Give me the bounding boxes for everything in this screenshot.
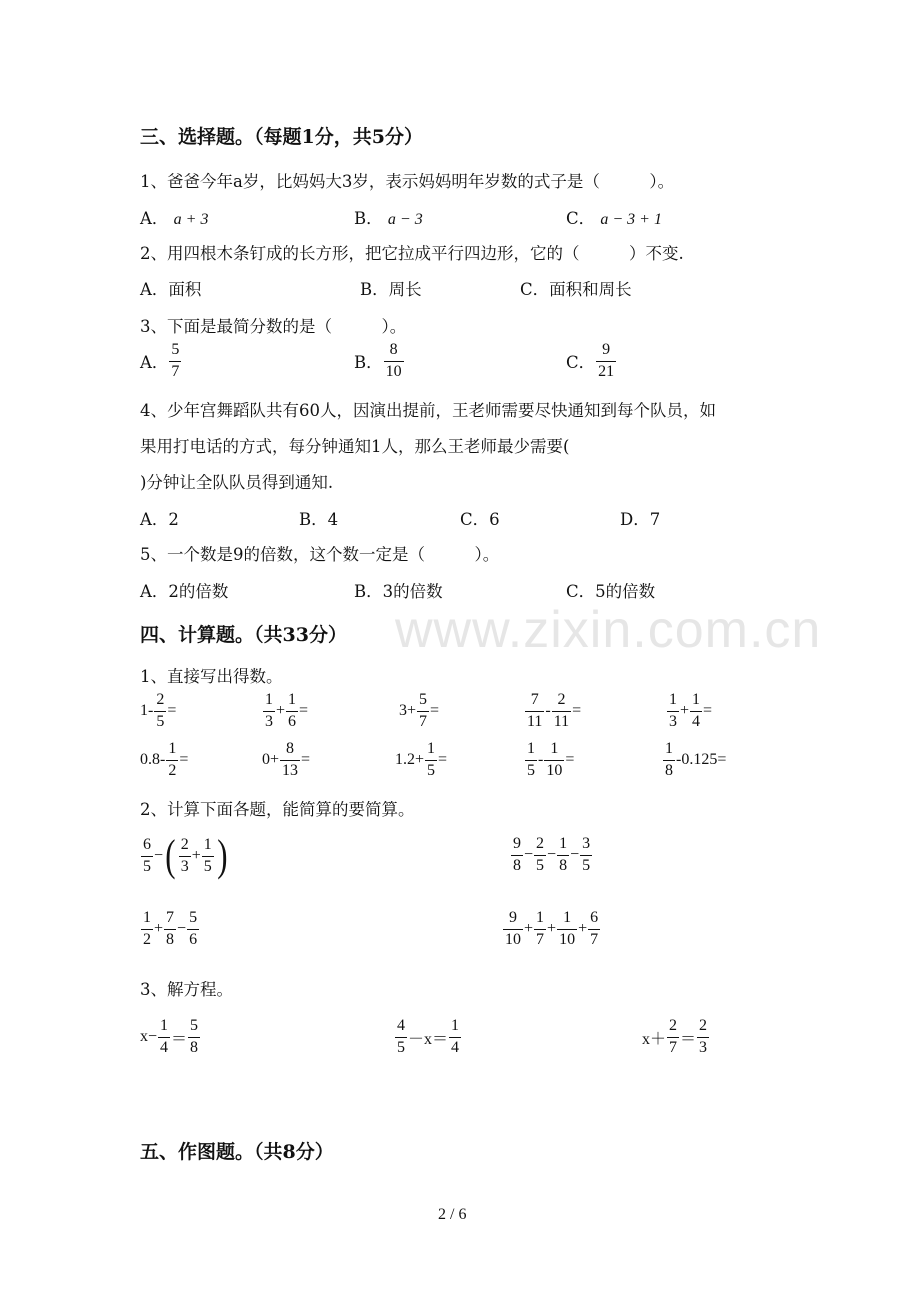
q1-text: 1、爸爸今年a岁，比妈妈大3岁，表示妈妈明年岁数的式子是（ ）。 [140, 172, 675, 191]
calc-r1-4: $\frac{7}{11}$ - $\frac{2}{11}$ = [527, 691, 582, 730]
q5-option-b: B．3的倍数 [354, 582, 443, 601]
p2-expr-3: $\frac{1}{2}$ + $\frac{7}{8}$ − $\frac{5}{6}$ [143, 909, 198, 948]
calc-r1-1: 1- $\frac{2}{5}$ = [140, 691, 177, 730]
section-4-title: 四、计算题。（共33分） [140, 624, 347, 646]
section-5-title: 五、作图题。（共8分） [140, 1141, 334, 1163]
q4-option-c: C．6 [460, 510, 500, 529]
q4-option-d: D．7 [620, 510, 661, 529]
q4-line-2: 果用打电话的方式，每分钟通知1人，那么王老师最少需要( [140, 437, 570, 456]
calc-r2-2: 0+ $\frac{8}{13}$ = [262, 740, 311, 779]
q3-option-a: A． $\frac{5}{7}$ [140, 341, 180, 380]
q1-option-a: A． a + 3 [140, 209, 209, 228]
q3-option-b: B． $\frac{8}{10}$ [354, 341, 402, 380]
right-paren-icon: ) [216, 831, 228, 880]
q1-option-b: B． a − 3 [354, 209, 423, 228]
p1-title: 1、直接写出得数。 [140, 667, 283, 686]
calc-r2-4: $\frac{1}{5}$ - $\frac{1}{10}$ = [527, 740, 575, 779]
calc-r1-3: 3+ $\frac{5}{7}$ = [399, 691, 440, 730]
q2-text: 2、用四根木条钉成的长方形，把它拉成平行四边形，它的（ ）不变. [140, 244, 684, 263]
calc-r1-5: $\frac{1}{3}$ + $\frac{1}{4}$ = [669, 691, 713, 730]
q2-option-b: B．周长 [360, 280, 422, 299]
page-number: 2 / 6 [438, 1206, 467, 1223]
q4-option-b: B．4 [299, 510, 339, 529]
q5-text: 5、一个数是9的倍数，这个数一定是（ ）。 [140, 545, 500, 564]
left-paren-icon: ( [165, 831, 176, 880]
q1-option-c: C． a − 3 + 1 [566, 209, 662, 228]
calc-r1-2: $\frac{1}{3}$ + $\frac{1}{6}$ = [265, 691, 309, 730]
watermark: www.zixin.com.cn [395, 601, 822, 659]
q4-line-1: 4、少年宫舞蹈队共有60人，因演出提前，王老师需要尽快通知到每个队员，如 [140, 401, 716, 420]
p2-expr-2: $\frac{9}{8}$ − $\frac{2}{5}$ − $\frac{1}{8}$ − $\frac{3}{5}$ [513, 835, 591, 874]
q2-option-a: A．面积 [140, 280, 202, 299]
p2-title: 2、计算下面各题，能简算的要简算。 [140, 800, 415, 819]
p2-expr-1: $\frac{6}{5}$ − ( $\frac{2}{3}$ + $\frac{1}{5}$ ) [143, 831, 228, 880]
equation-3: x＋ $\frac{2}{7}$ ＝ $\frac{2}{3}$ [642, 1017, 708, 1056]
q5-option-c: C．5的倍数 [566, 582, 656, 601]
p3-title: 3、解方程。 [140, 980, 233, 999]
q4-line-3: )分钟让全队队员得到通知. [140, 473, 334, 492]
calc-r2-3: 1.2+ $\frac{1}{5}$ = [395, 740, 448, 779]
p2-expr-4: $\frac{9}{10}$ + $\frac{1}{7}$ + $\frac{1}{10}$ + $\frac{6}{7}$ [505, 909, 599, 948]
calc-r2-1: 0.8- $\frac{1}{2}$ = [140, 740, 189, 779]
equation-1: x− $\frac{1}{4}$ ＝ $\frac{5}{8}$ [140, 1017, 199, 1056]
section-3-title: 三、选择题。（每题1分，共5分） [140, 126, 423, 148]
q2-option-c: C．面积和周长 [520, 280, 632, 299]
q3-option-c: C． $\frac{9}{21}$ [566, 341, 615, 380]
q5-option-a: A．2的倍数 [140, 582, 229, 601]
q4-option-a: A．2 [140, 510, 179, 529]
calc-r2-5: $\frac{1}{8}$ - 0.125= [665, 740, 727, 779]
equation-2: $\frac{4}{5}$ －x＝ $\frac{1}{4}$ [397, 1017, 460, 1056]
q3-text: 3、下面是最简分数的是（ ）。 [140, 317, 407, 336]
